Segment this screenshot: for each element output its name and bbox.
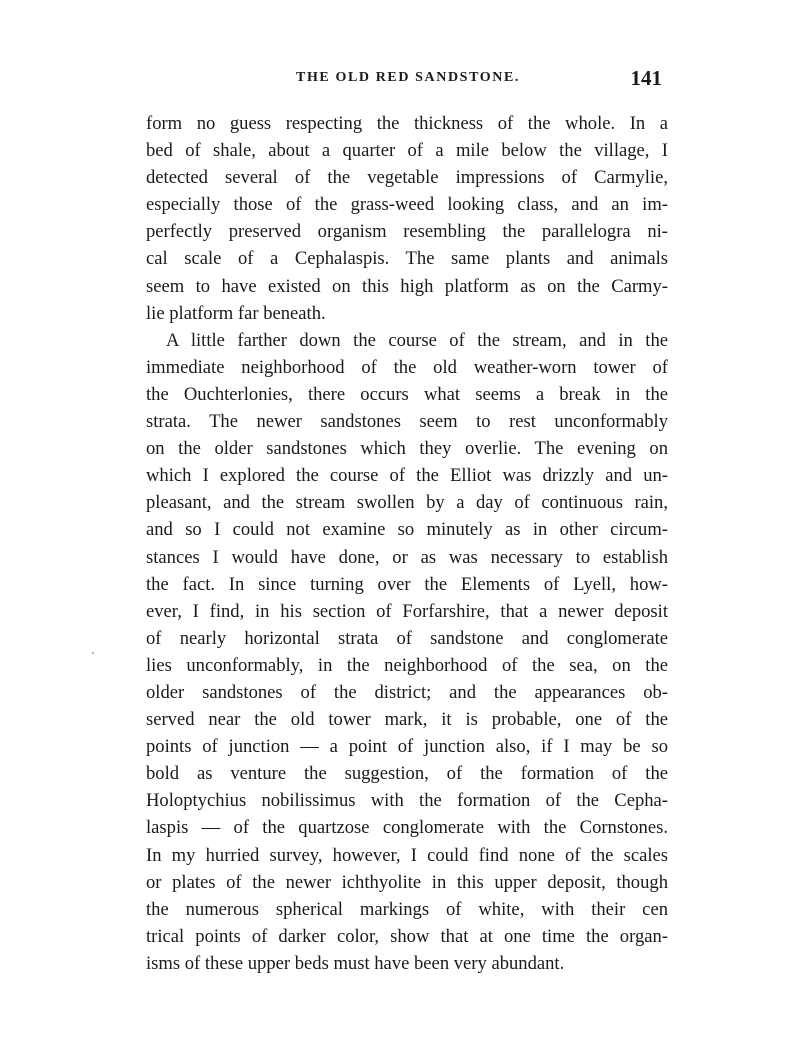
- running-title: THE OLD RED SANDSTONE.: [296, 70, 520, 85]
- text-line: ever, I find, in his section of Forfarshire, that a newer deposit: [146, 600, 668, 622]
- text-line: lie platform far beneath.: [146, 302, 326, 324]
- text-line: stances I would have done, or as was necessary to establish: [146, 546, 668, 568]
- text-line: immediate neighborhood of the old weather-worn tower of: [146, 356, 668, 378]
- text-line: the numerous spherical markings of white, with their cen: [146, 898, 668, 920]
- text-line: or plates of the newer ichthyolite in this upper deposit, though: [146, 871, 668, 893]
- text-line: especially those of the grass-weed looking class, and an im-: [146, 194, 668, 216]
- text-line: perfectly preserved organism resembling the parallelogra ni-: [146, 221, 668, 243]
- text-line: on the older sandstones which they overlie. The evening on: [146, 438, 668, 460]
- text-line: the fact. In since turning over the Elements of Lyell, how-: [146, 573, 668, 595]
- text-line: Holoptychius nobilissimus with the formation of the Cepha-: [146, 790, 668, 812]
- text-line: which I explored the course of the Elliot was drizzly and un-: [146, 465, 668, 487]
- text-line: bold as venture the suggestion, of the formation of the: [146, 763, 668, 785]
- text-line: In my hurried survey, however, I could find none of the scales: [146, 844, 668, 866]
- text-line: trical points of darker color, show that at one time the organ-: [146, 925, 668, 947]
- text-line: points of junction — a point of junction also, if I may be so: [146, 736, 668, 758]
- text-line: seem to have existed on this high platform as on the Carmy-: [146, 275, 668, 297]
- running-head: [146, 66, 666, 90]
- text-line: pleasant, and the stream swollen by a day of continuous rain,: [146, 492, 668, 514]
- text-line: lies unconformably, in the neighborhood of the sea, on the: [146, 654, 668, 676]
- text-line: detected several of the vegetable impressions of Carmylie,: [146, 167, 668, 189]
- text-line: bed of shale, about a quarter of a mile below the village, I: [146, 140, 668, 162]
- text-line: strata. The newer sandstones seem to rest unconformably: [146, 411, 668, 433]
- text-line: cal scale of a Cephalaspis. The same plants and animals: [146, 248, 668, 270]
- body-text: [146, 110, 668, 977]
- text-line: form no guess respecting the thickness of the whole. In a: [146, 113, 668, 134]
- text-line: the Ouchterlonies, there occurs what seems a break in the: [146, 383, 668, 405]
- text-line: and so I could not examine so minutely as in other circum-: [146, 519, 668, 541]
- text-line: isms of these upper beds must have been very abundant.: [146, 952, 565, 974]
- text-line: older sandstones of the district; and the appearances ob-: [146, 681, 668, 703]
- text-line: A little farther down the course of the stream, and in the: [166, 329, 668, 351]
- text-line: of nearly horizontal strata of sandstone and conglomerate: [146, 627, 668, 649]
- text-line: laspis — of the quartzose conglomerate with the Cornstones.: [146, 817, 668, 839]
- text-line: served near the old tower mark, it is probable, one of the: [146, 709, 668, 731]
- print-speck: [92, 652, 94, 654]
- page-number: 141: [630, 66, 662, 90]
